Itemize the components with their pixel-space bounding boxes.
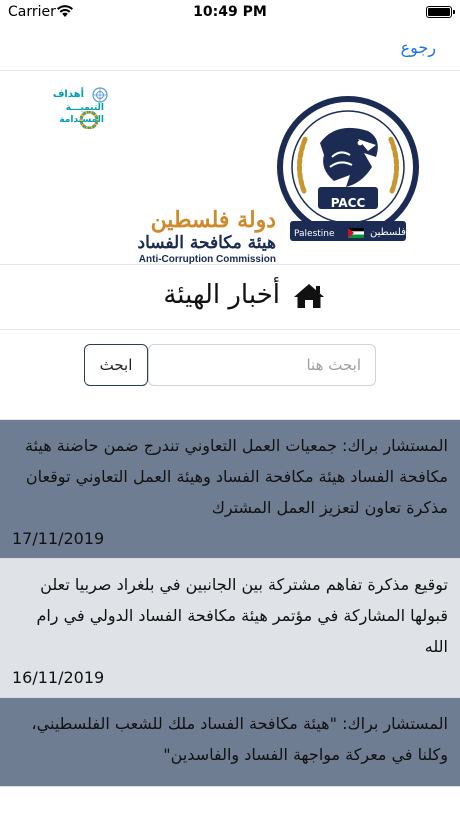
news-headline: المستشار براك: "هيئة مكافحة الفساد ملك للشعب الفلسطيني، وكلنا في معركة مواجهة الفساد والفاسدين" <box>31 714 448 764</box>
un-emblem-icon <box>92 87 108 103</box>
news-date: 17/11/2019 <box>12 529 105 548</box>
content <box>0 70 460 818</box>
state-name: دولة فلسطين <box>150 207 276 233</box>
news-headline: توقيع مذكرة تفاهم مشتركة بين الجانبين في بلغراد صربيا تعلن قبولها المشاركة في مؤتمر هيئة مكافحة الفساد الدولي في رام الله <box>36 575 448 656</box>
search-button[interactable]: ابحث <box>84 344 148 386</box>
news-item[interactable] <box>0 559 460 698</box>
page-title: أخبار الهيئة <box>163 280 280 310</box>
news-item[interactable] <box>0 420 460 559</box>
battery-icon <box>426 6 452 18</box>
carrier-label: Carrier <box>8 4 56 20</box>
sdg-logo <box>24 89 104 129</box>
news-item[interactable] <box>0 698 460 787</box>
back-button[interactable]: رجوع <box>400 38 436 57</box>
commission-seal <box>276 95 420 245</box>
palestine-flag-icon <box>348 228 364 238</box>
news-date: 16/11/2019 <box>12 668 105 687</box>
status-bar <box>0 0 460 26</box>
page-heading <box>0 266 460 330</box>
seal-country-english: Palestine <box>294 229 335 239</box>
home-icon <box>292 282 326 310</box>
navigation-bar <box>0 26 460 70</box>
clock: 10:49 PM <box>193 4 267 20</box>
commission-name-arabic: هيئة مكافحة الفساد <box>137 233 276 253</box>
sdg-title: أهداف <box>52 89 84 100</box>
sdg-wheel-icon <box>80 111 98 129</box>
header-banner <box>0 70 460 265</box>
commission-name-english: Anti-Corruption Commission <box>138 254 276 265</box>
sdg-line-sustainable: المستدامة <box>59 115 104 125</box>
news-list <box>0 420 460 818</box>
search-bar <box>0 330 460 420</box>
search-input[interactable] <box>148 344 376 386</box>
sdg-line-development: التنميـــة <box>65 103 104 113</box>
eagle-seal-icon <box>276 95 420 245</box>
news-headline: المستشار براك: جمعيات العمل التعاوني تندرج ضمن حاضنة هيئة مكافحة الفساد هيئة مكافحة الفساد وهيئة العمل التعاوني توقعان مذكرة تعاون لتعزيز العمل المشترك <box>24 436 448 517</box>
seal-acronym: PACC <box>330 196 366 210</box>
seal-country-arabic: فلسطين <box>370 227 406 238</box>
